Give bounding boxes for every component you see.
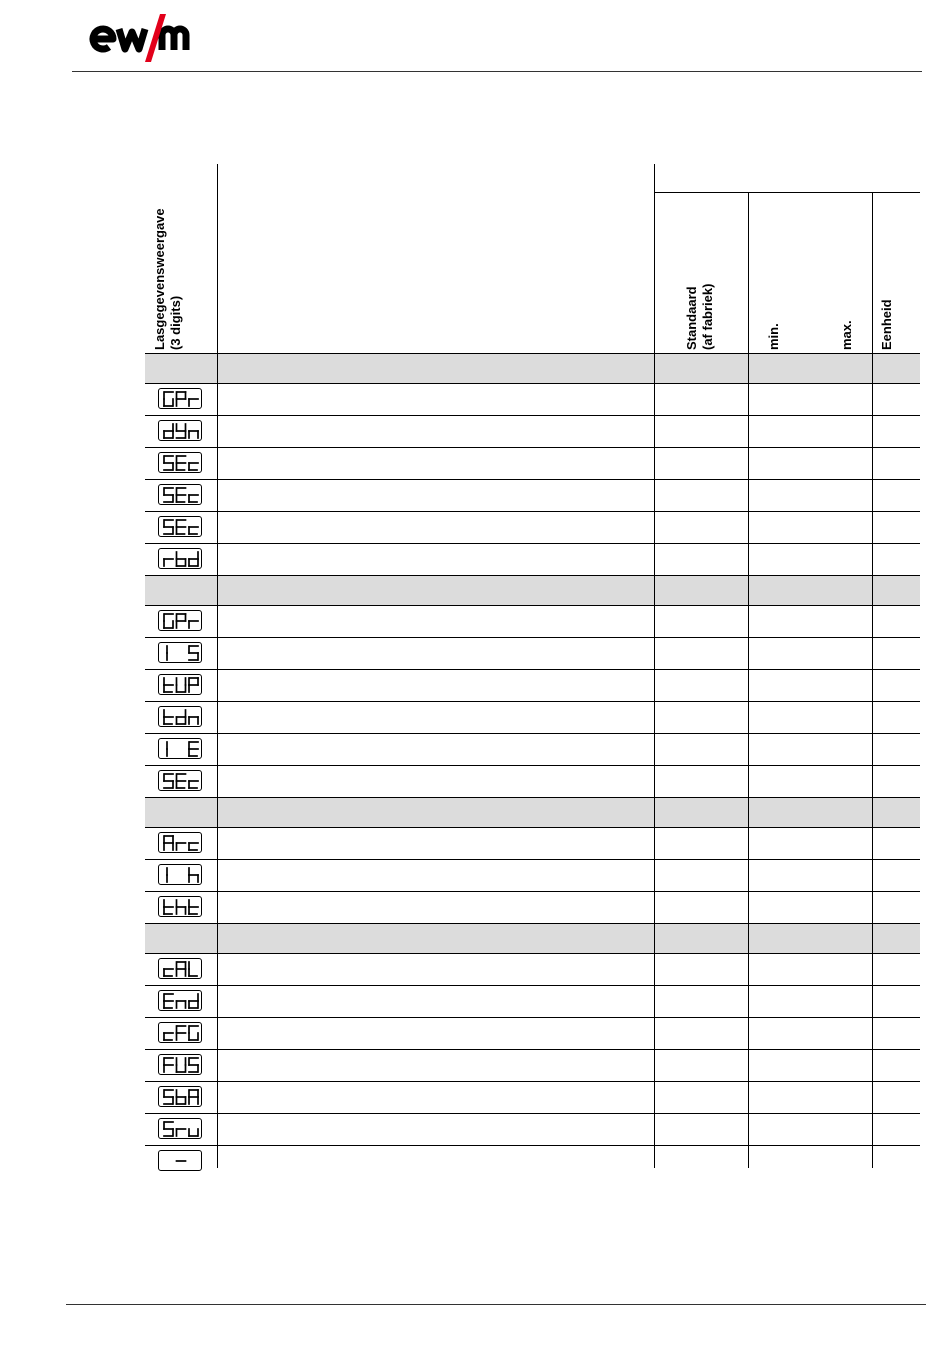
row-separator — [145, 575, 920, 576]
row-separator — [145, 1113, 920, 1114]
parameter-table — [145, 164, 920, 1168]
display-code — [158, 610, 202, 631]
header-max-label: max. — [839, 320, 854, 350]
row-separator — [145, 765, 920, 766]
row-separator — [145, 701, 920, 702]
row-separator — [145, 511, 920, 512]
display-code — [158, 738, 202, 759]
row-separator — [145, 415, 920, 416]
ewm-logo — [82, 10, 212, 66]
header-standard — [684, 284, 716, 350]
display-code — [158, 896, 202, 917]
section-header-row — [145, 575, 920, 605]
header-unit-label: Eenheid — [879, 299, 894, 350]
header-display-line1: Lasgegevensweergave — [152, 208, 167, 350]
display-code — [158, 770, 202, 791]
display-code — [158, 484, 202, 505]
display-code — [158, 1086, 202, 1107]
row-separator — [145, 637, 920, 638]
footer-rule — [66, 1304, 926, 1305]
row-separator — [145, 447, 920, 448]
grid-line — [654, 192, 920, 193]
display-code — [158, 548, 202, 569]
header-unit — [879, 299, 895, 350]
display-code — [158, 1118, 202, 1139]
display-code — [158, 1150, 202, 1171]
section-header-row — [145, 923, 920, 953]
display-code — [158, 706, 202, 727]
header-standard-line1: Standaard — [684, 286, 699, 350]
row-separator — [145, 479, 920, 480]
section-header-row — [145, 353, 920, 383]
grid-line — [872, 192, 873, 1168]
header-min — [766, 323, 782, 350]
display-code — [158, 832, 202, 853]
display-code — [158, 674, 202, 695]
grid-line — [748, 192, 749, 1168]
row-separator — [145, 1145, 920, 1146]
row-separator — [145, 543, 920, 544]
display-code — [158, 864, 202, 885]
row-separator — [145, 797, 920, 798]
header-rule — [72, 71, 922, 72]
header-max — [839, 320, 855, 350]
header-display — [152, 208, 184, 350]
display-code — [158, 388, 202, 409]
row-separator — [145, 953, 920, 954]
row-separator — [145, 1049, 920, 1050]
display-code — [158, 990, 202, 1011]
header-standard-line2: (af fabriek) — [700, 283, 715, 350]
display-code — [158, 958, 202, 979]
row-separator — [145, 1017, 920, 1018]
header-min-label: min. — [766, 323, 781, 350]
row-separator — [145, 985, 920, 986]
row-separator — [145, 859, 920, 860]
row-separator — [145, 827, 920, 828]
grid-line — [145, 353, 920, 354]
display-code — [158, 452, 202, 473]
row-separator — [145, 923, 920, 924]
row-separator — [145, 733, 920, 734]
row-separator — [145, 891, 920, 892]
display-code — [158, 420, 202, 441]
display-code — [158, 1054, 202, 1075]
row-separator — [145, 605, 920, 606]
display-code — [158, 1022, 202, 1043]
display-code — [158, 642, 202, 663]
row-separator — [145, 383, 920, 384]
row-separator — [145, 1081, 920, 1082]
display-code — [158, 516, 202, 537]
section-header-row — [145, 797, 920, 827]
row-separator — [145, 669, 920, 670]
header-display-line2: (3 digits) — [168, 295, 183, 350]
